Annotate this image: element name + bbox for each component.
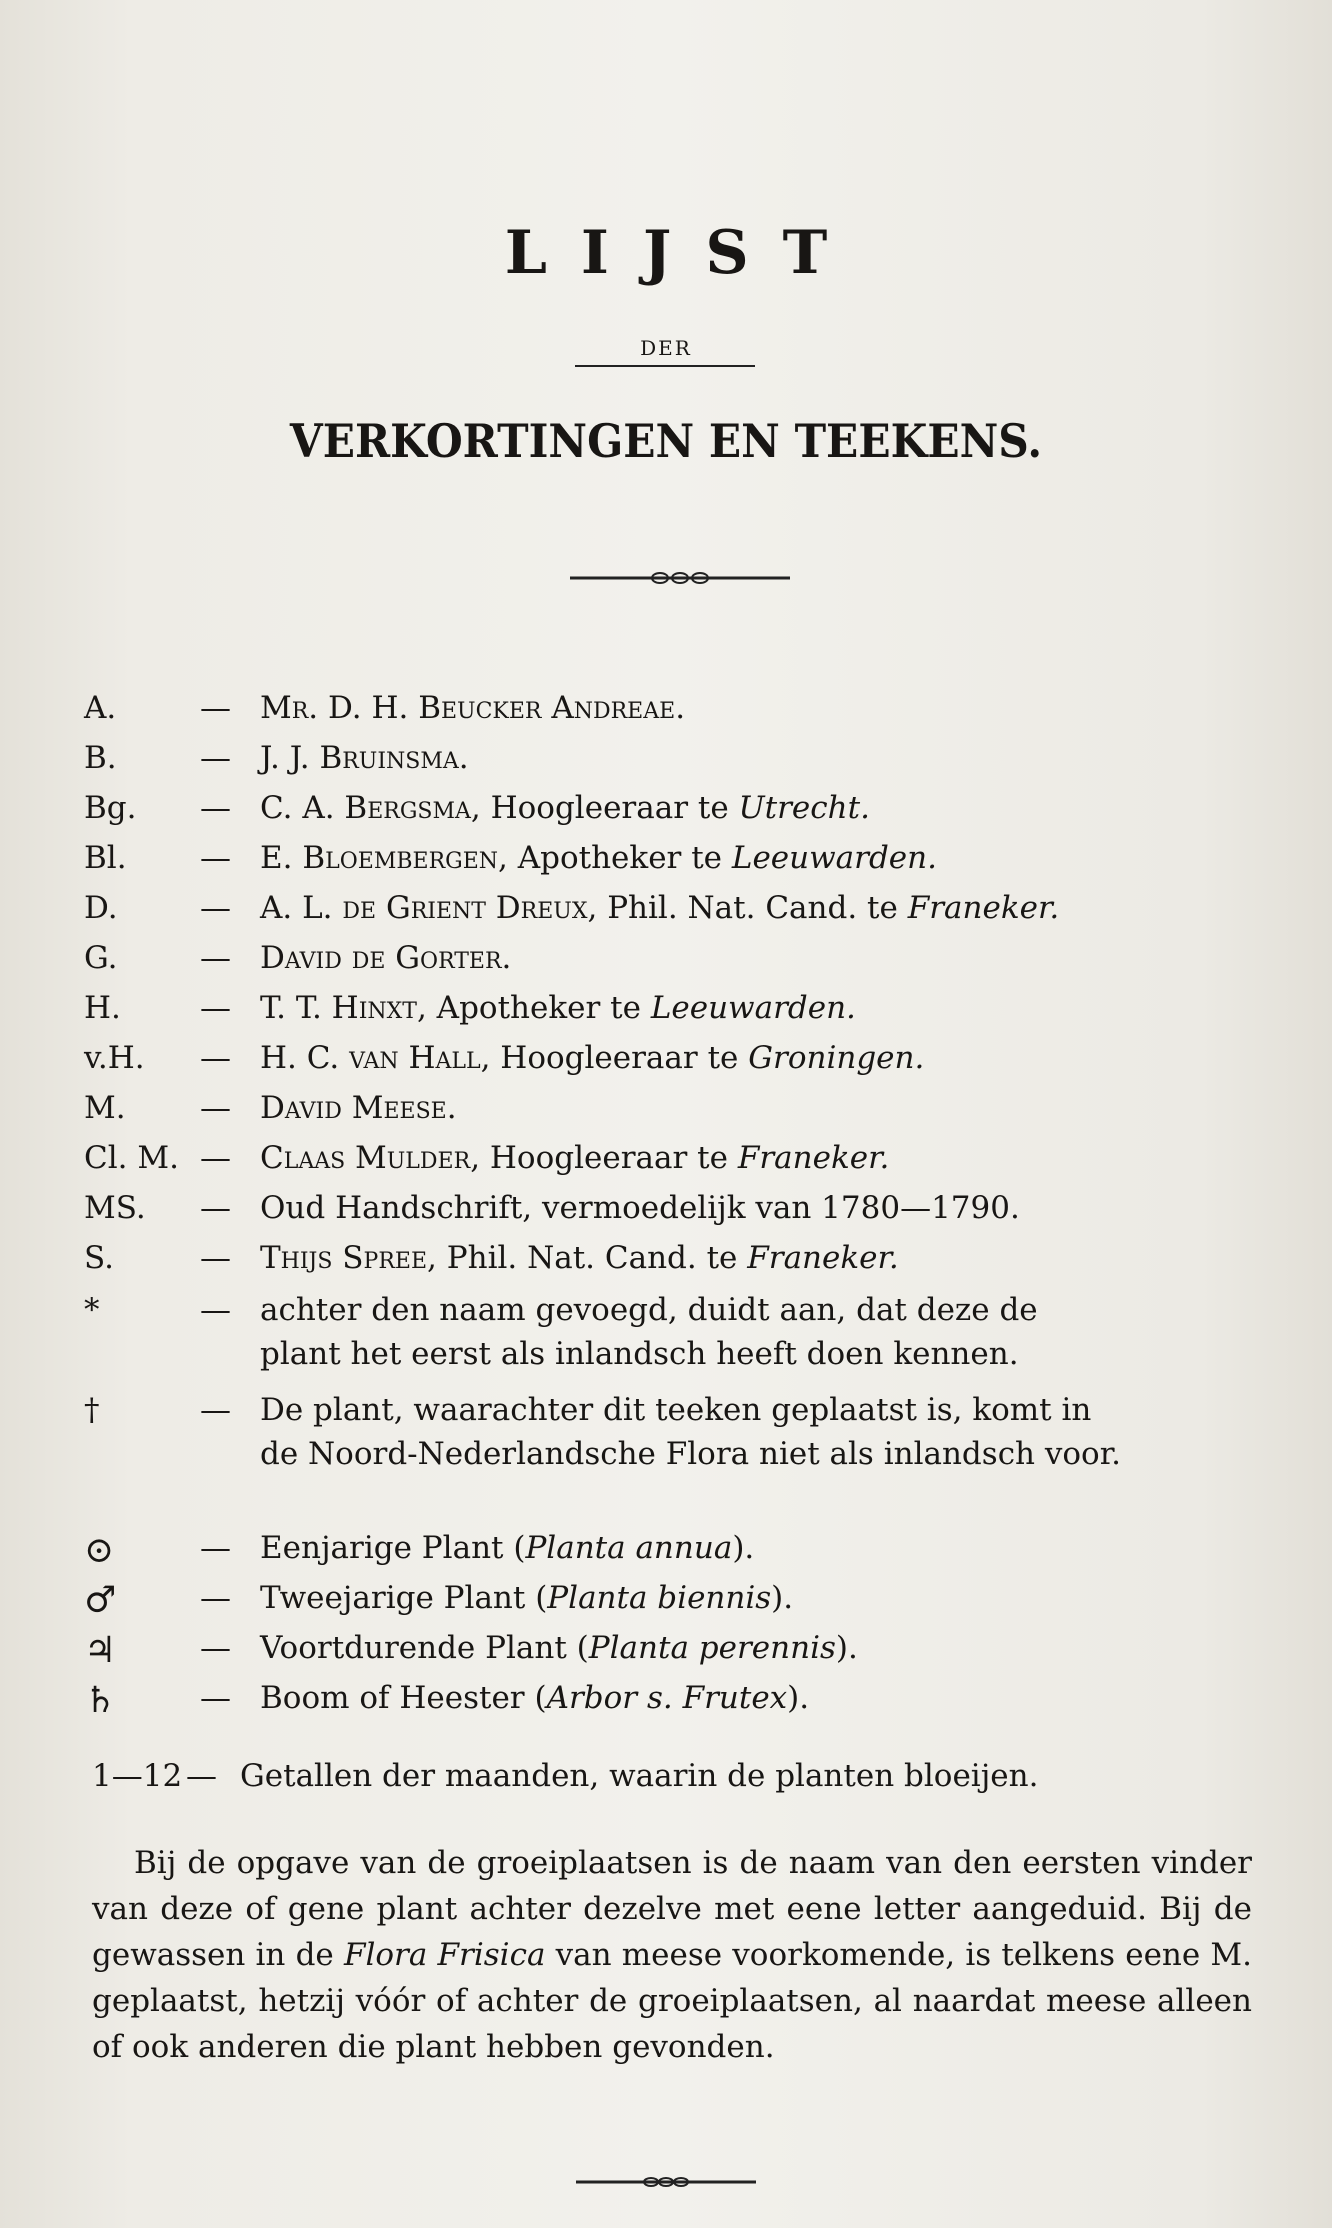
entry-abbr: MS. bbox=[84, 1190, 146, 1226]
entry-abbr: B. bbox=[84, 740, 117, 776]
star-icon: * bbox=[84, 1292, 100, 1328]
entry-dash: — bbox=[200, 1040, 231, 1076]
entry-dash: — bbox=[200, 1580, 231, 1616]
entry-dash: — bbox=[200, 690, 231, 726]
flora-title: Flora Frisica bbox=[343, 1937, 546, 1973]
page-subtitle: VERKORTINGEN EN TEEKENS. bbox=[289, 414, 1043, 468]
dagger-icon: † bbox=[84, 1392, 100, 1428]
annual-icon: ⊙ bbox=[84, 1530, 115, 1571]
entry-dash: — bbox=[200, 740, 231, 776]
entry-abbr: S. bbox=[84, 1240, 114, 1276]
sign-line-1: achter den naam gevoegd, duidt aan, dat deze de bbox=[260, 1292, 1038, 1328]
entry-dash: — bbox=[200, 790, 231, 826]
title-der: DER bbox=[640, 336, 692, 360]
entry-dash: — bbox=[200, 1292, 231, 1328]
entry-dash: — bbox=[200, 1530, 231, 1566]
entry-abbr: v.H. bbox=[84, 1040, 145, 1076]
entry-desc: David de Gorter. bbox=[260, 940, 512, 976]
entry-abbr: A. bbox=[84, 690, 117, 726]
entry-desc: Oud Handschrift, vermoedelijk van 1780—1790. bbox=[260, 1190, 1020, 1226]
sign-desc: Voortdurende Plant (Planta perennis). bbox=[260, 1630, 858, 1666]
entry-desc: David Meese. bbox=[260, 1090, 457, 1126]
sign-line-2: de Noord-Nederlandsche Flora niet als inlandsch voor. bbox=[260, 1436, 1121, 1472]
ornament-divider-bottom bbox=[566, 2172, 766, 2192]
entry-dash: — bbox=[200, 990, 231, 1026]
sign-desc: Eenjarige Plant (Planta annua). bbox=[260, 1530, 755, 1566]
entry-dash: — bbox=[200, 1090, 231, 1126]
entry-abbr: M. bbox=[84, 1090, 126, 1126]
biennial-icon: ♂ bbox=[84, 1580, 117, 1621]
entry-desc: A. L. de Grient Dreux, Phil. Nat. Cand. te Franeker. bbox=[260, 890, 1060, 926]
title-rule bbox=[575, 365, 755, 367]
sign-line-2: plant het eerst als inlandsch heeft doen kennen. bbox=[260, 1336, 1019, 1372]
entry-dash: — bbox=[200, 1140, 231, 1176]
entry-desc: Getallen der maanden, waarin de planten bloeijen. bbox=[240, 1758, 1039, 1794]
entry-abbr: Bg. bbox=[84, 790, 137, 826]
entry-dash: — bbox=[186, 1758, 217, 1794]
page-title: LIJST bbox=[504, 218, 862, 288]
entry-dash: — bbox=[200, 1392, 231, 1428]
entry-dash: — bbox=[200, 840, 231, 876]
explanatory-paragraph: Bij de opgave van de groeiplaatsen is de naam van den eersten vinder van deze of gene plant achter dezelve met eene letter aangeduid. Bij de gewassen in de Flora Frisica van meese voorkomende, is telkens eene M. geplaatst, hetzij vóór of achter de groeiplaatsen, al naardat meese alleen of ook anderen die plant hebben gevonden. bbox=[92, 1845, 1253, 2065]
entry-abbr: G. bbox=[84, 940, 118, 976]
entry-desc: J. J. Bruinsma. bbox=[260, 740, 469, 776]
entry-dash: — bbox=[200, 940, 231, 976]
entry-dash: — bbox=[200, 1240, 231, 1276]
entry-desc: C. A. Bergsma, Hoogleeraar te Utrecht. bbox=[260, 790, 870, 826]
entry-abbr: Cl. M. bbox=[84, 1140, 179, 1176]
entry-desc: Thijs Spree, Phil. Nat. Cand. te Franeker. bbox=[260, 1240, 899, 1276]
entry-desc: H. C. van Hall, Hoogleeraar te Groningen. bbox=[260, 1040, 925, 1076]
entry-dash: — bbox=[200, 1680, 231, 1716]
ornament-divider-top bbox=[560, 568, 800, 588]
entry-abbr: 1—12 bbox=[92, 1758, 183, 1794]
perennial-icon: ♃ bbox=[84, 1630, 117, 1671]
entry-dash: — bbox=[200, 1190, 231, 1226]
sign-desc: Boom of Heester (Arbor s. Frutex). bbox=[260, 1680, 810, 1716]
entry-desc: E. Bloembergen, Apotheker te Leeuwarden. bbox=[260, 840, 937, 876]
entry-desc: Mr. D. H. Beucker Andreae. bbox=[260, 690, 686, 726]
tree-shrub-icon: ♄ bbox=[84, 1680, 117, 1721]
entry-abbr: D. bbox=[84, 890, 118, 926]
entry-dash: — bbox=[200, 1630, 231, 1666]
sign-line-1: De plant, waarachter dit teeken geplaatst is, komt in bbox=[260, 1392, 1092, 1428]
entry-desc: Claas Mulder, Hoogleeraar te Franeker. bbox=[260, 1140, 890, 1176]
entry-dash: — bbox=[200, 890, 231, 926]
entry-abbr: Bl. bbox=[84, 840, 127, 876]
entry-abbr: H. bbox=[84, 990, 121, 1026]
entry-desc: T. T. Hinxt, Apotheker te Leeuwarden. bbox=[260, 990, 856, 1026]
sign-desc: Tweejarige Plant (Planta biennis). bbox=[260, 1580, 794, 1616]
